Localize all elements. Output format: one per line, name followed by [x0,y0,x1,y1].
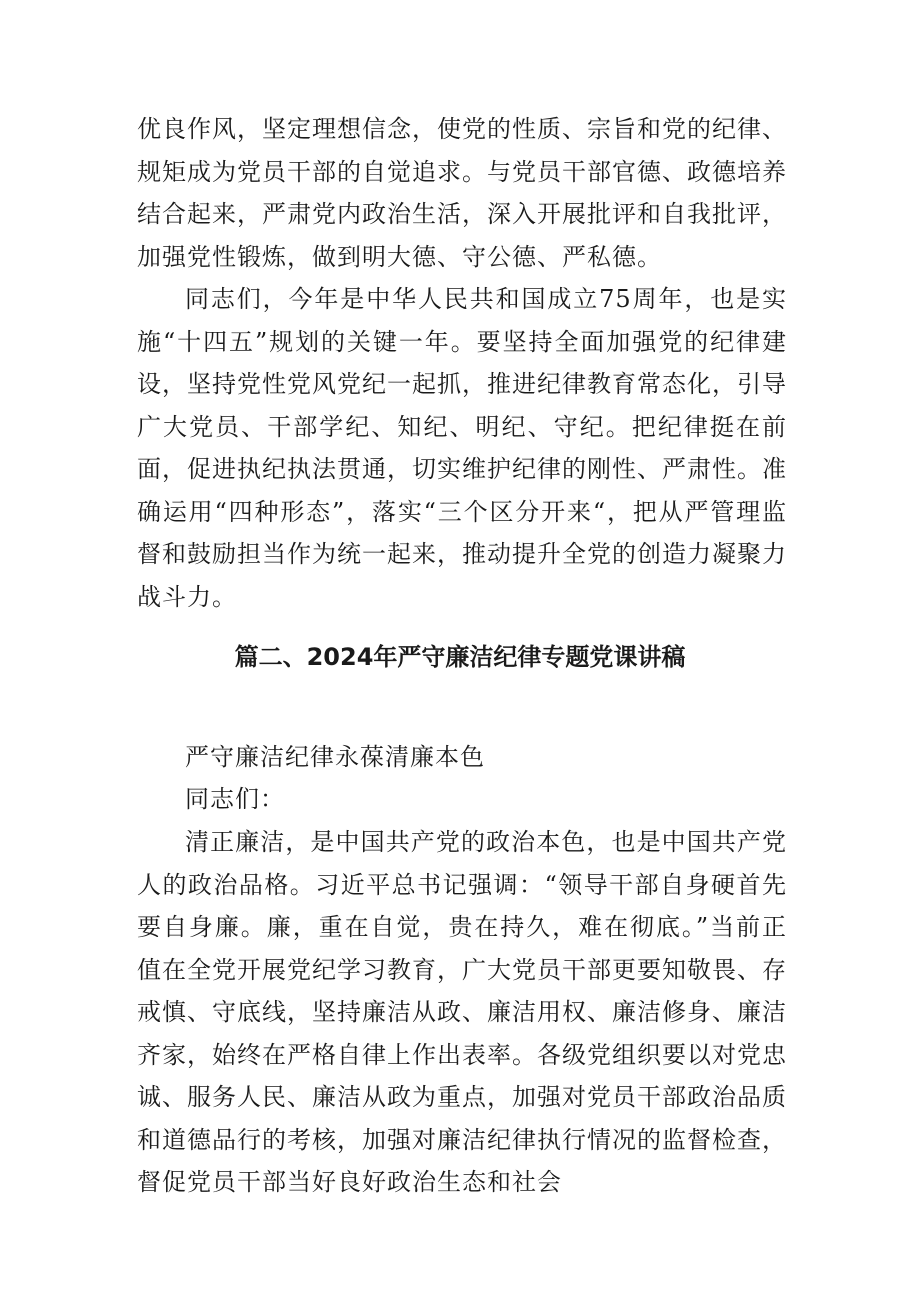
paragraph-continuation: 优良作风，坚定理想信念，使党的性质、宗旨和党的纪律、规矩成为党员干部的自觉追求。与党员干部官德、政德培养结合起来，严肃党内政治生活，深入开展批评和自我批评，加强党性锻炼，做到明大德、守公德、严私德。 [137,115,787,271]
greeting: 同志们： [185,785,285,813]
section-title: 篇二、2024年严守廉洁纪律专题党课讲稿 [234,643,686,671]
speech-subtitle: 严守廉洁纪律永葆清廉本色 [185,743,485,771]
paragraph-anniversary: 同志们，今年是中华人民共和国成立75周年，也是实施“十四五”规划的关键一年。要坚持全面加强党的纪律建设，坚持党性党风党纪一起抓，推进纪律教育常态化，引导广大党员、干部学纪、知纪、明纪、守纪。把纪律挺在前面，促进执纪执法贯通，切实维护纪律的刚性、严肃性。准确运用“四种形态”，落实“三个区分开来“，把从严管理监督和鼓励担当作为统一起来，推动提升全党的创造力凝聚力战斗力。 [137,285,787,611]
paragraph-integrity: 清正廉洁，是中国共产党的政治本色，也是中国共产党人的政治品格。习近平总书记强调：“领导干部自身硬首先要自身廉。廉，重在自觉，贵在持久，难在彻底。”当前正值在全党开展党纪学习教育，广大党员干部更要知敬畏、存戒慎、守底线，坚持廉洁从政、廉洁用权、廉洁修身、廉洁齐家，始终在严格自律上作出表率。各级党组织要以对党忠诚、服务人民、廉洁从政为重点，加强对党员干部政治品质和道德品行的考核，加强对廉洁纪律执行情况的监督检查，督促党员干部当好良好政治生态和社会 [137,828,787,1196]
